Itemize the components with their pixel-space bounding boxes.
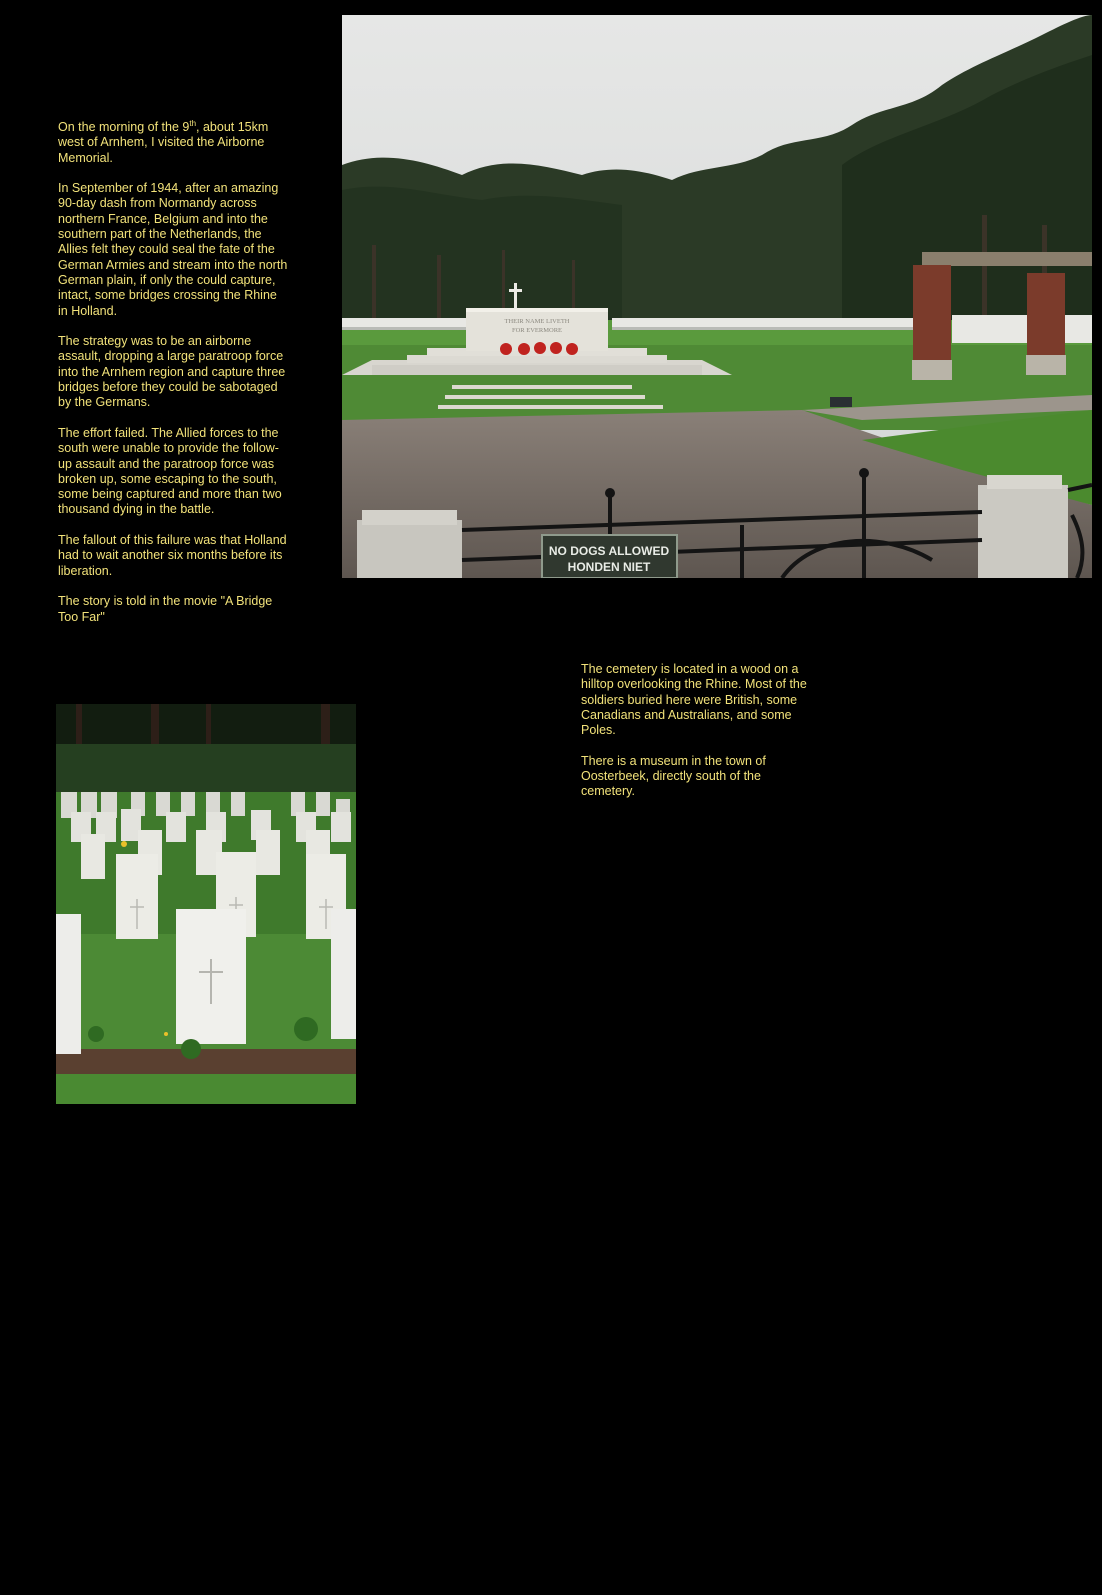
failure-paragraph: The effort failed. The Allied forces to the south were unable to provide the follow-up assault and the paratroop force was broken up, some escaping to the south, some being captured and more than two thousand dying in the battle. (58, 425, 282, 517)
history-paragraph: In September of 1944, after an amazing 90-day dash from Normandy across northern France, Belgium and into the southern part of the Netherlands, the Allies felt they could seal the fate of the German Armies and stream into the north German plain, if only the could capture, intact, some bridges crossing the Rhine in Holland. (58, 181, 288, 318)
intro-paragraph (58, 120, 290, 166)
fallout-paragraph: The fallout of this failure was that Holland had to wait another six months before its liberation. (58, 533, 287, 578)
museum-paragraph: There is a museum in the town of Oosterbeek, directly south of the cemetery. (581, 753, 766, 799)
intro-text-start: On the morning of the 9 (58, 120, 190, 134)
cemetery-paragraph: The cemetery is located in a wood on a hilltop overlooking the Rhine. Most of the soldiers buried here were British, some Canadians and Australians, and some Poles. (581, 662, 807, 738)
headstones-photo (56, 704, 356, 1104)
movie-paragraph: The story is told in the movie "A Bridge Too Far" (58, 594, 273, 624)
stone-inscription-line2: FOR EVERMORE (511, 327, 563, 334)
memorial-photo (342, 15, 1092, 578)
ordinal-suffix: th (189, 118, 197, 128)
left-text-column (58, 120, 290, 640)
headstones-photo-image (56, 704, 356, 1104)
intro-text-end: , about 15km west of Arnhem, I visited the Airborne Memorial. (58, 120, 269, 165)
sign-text-line2: HONDEN NIET (567, 560, 651, 574)
memorial-photo-image (342, 15, 1092, 578)
right-text-column (581, 662, 813, 815)
sign-text-line1: NO DOGS ALLOWED (548, 544, 670, 558)
stone-inscription-line1: THEIR NAME LIVETH (504, 318, 570, 325)
strategy-paragraph: The strategy was to be an airborne assault, dropping a large paratroop force into the Arnhem region and capture three bridges before they could be sabotaged by the Germans. (58, 334, 286, 410)
